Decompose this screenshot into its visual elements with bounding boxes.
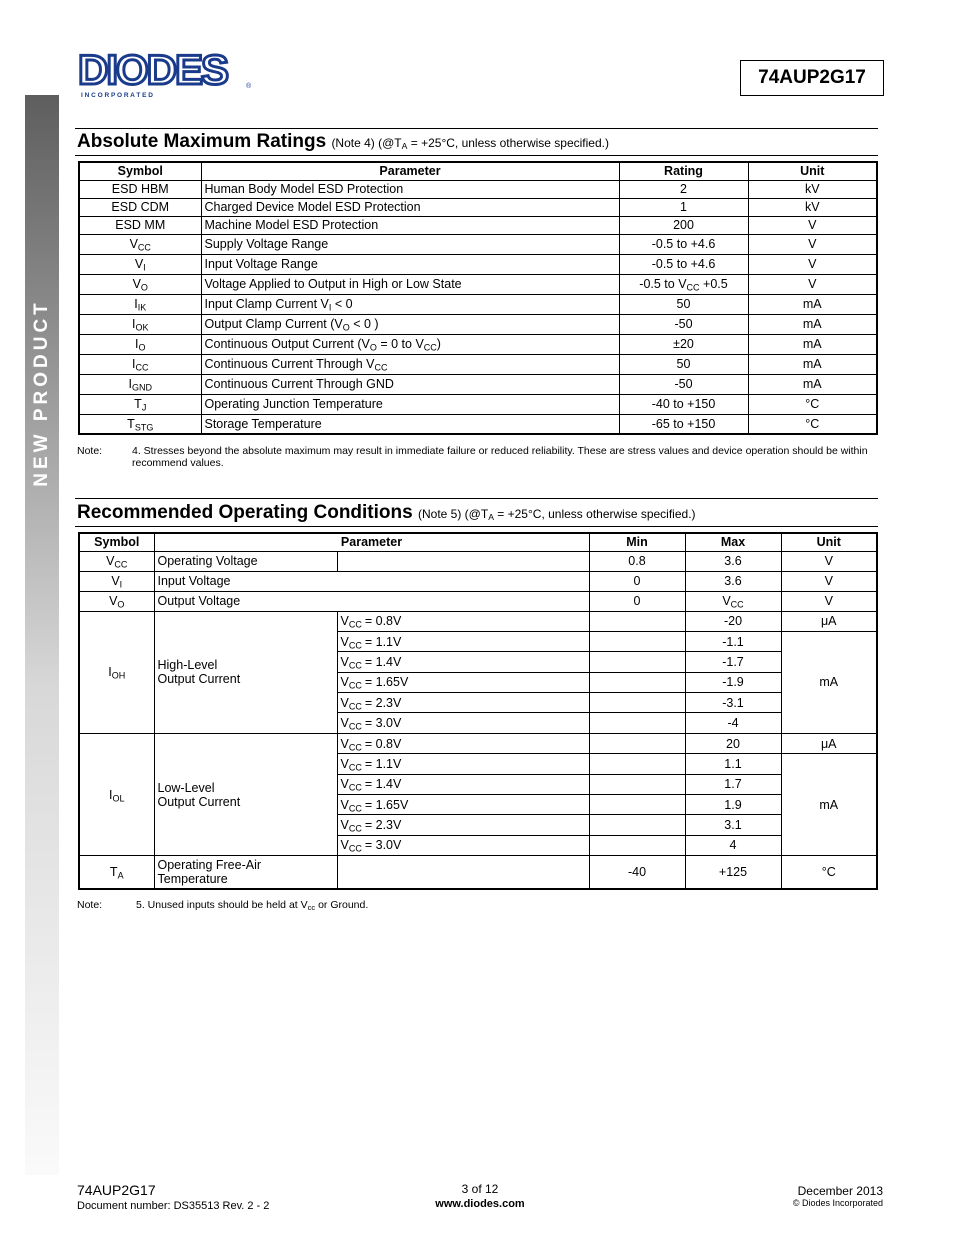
roc-condition: $V_{CC} = 3.0V$	[337, 713, 589, 733]
amr-rating: 50	[619, 294, 748, 314]
amr-row	[79, 180, 877, 198]
roc-max: -3.1	[685, 693, 781, 713]
amr-symbol: $I_{GND}$	[79, 374, 201, 394]
roc-ioh-symbol: $I_{OH}$	[79, 611, 154, 733]
amr-row	[79, 198, 877, 216]
amr-unit: mA	[748, 294, 877, 314]
amr-symbol: $V_{CC}$	[79, 234, 201, 254]
roc-header-row	[79, 533, 877, 551]
roc-subtitle: (Note 5) ($@T_A = +25^\circ C$, unless otherwise specified.)	[417, 507, 696, 523]
amr-rating: -65 to +150	[619, 414, 748, 434]
roc-ta-symbol: $T_A$	[79, 856, 154, 889]
amr-rating: ±20	[619, 334, 748, 354]
footer-part: 74AUP2G17	[77, 1182, 156, 1198]
amr-parameter: Output Clamp Current ($V_O < 0$ )	[201, 314, 619, 334]
amr-symbol: $I_O$	[79, 334, 201, 354]
footer-date: December 2013	[797, 1184, 883, 1198]
amr-row	[79, 334, 877, 354]
roc-min: 0	[589, 591, 685, 611]
amr-rating: -0.5 to $V_{CC} +0.5$	[619, 274, 748, 294]
roc-header-max: Max	[685, 533, 781, 551]
roc-min	[589, 795, 685, 815]
roc-condition: $V_{CC} = 2.3V$	[337, 815, 589, 835]
roc-symbol: $V_O$	[79, 591, 154, 611]
roc-max: 1.7	[685, 774, 781, 794]
roc-min: 0	[589, 571, 685, 591]
amr-symbol: $V_I$	[79, 254, 201, 274]
roc-unit: V	[781, 591, 877, 611]
divider-roc-top	[75, 498, 878, 499]
amr-symbol: $I_{IK}$	[79, 294, 201, 314]
amr-symbol: $T_J$	[79, 394, 201, 414]
amr-unit: V	[748, 216, 877, 234]
amr-row	[79, 414, 877, 434]
amr-note	[77, 445, 877, 469]
roc-header-symbol: Symbol	[79, 533, 154, 551]
roc-row	[79, 551, 877, 571]
roc-condition: $V_{CC} = 1.65V$	[337, 795, 589, 815]
roc-max: 3.6	[685, 571, 781, 591]
sidebar-band	[25, 95, 59, 1175]
roc-max: 20	[685, 733, 781, 753]
roc-min	[589, 835, 685, 855]
amr-rating: -0.5 to +4.6	[619, 254, 748, 274]
roc-header-unit: Unit	[781, 533, 877, 551]
amr-symbol: ESD MM	[79, 216, 201, 234]
amr-rating: 1	[619, 198, 748, 216]
amr-symbol: $I_{OK}$	[79, 314, 201, 334]
logo-reg: ®	[246, 83, 252, 90]
amr-row	[79, 216, 877, 234]
amr-symbol: $I_{CC}$	[79, 354, 201, 374]
footer-docnum: Document number: DS35513 Rev. 2 - 2	[77, 1200, 270, 1212]
roc-empty-cell	[337, 856, 589, 889]
roc-min	[589, 611, 685, 631]
roc-table	[78, 532, 878, 890]
roc-note	[77, 899, 877, 911]
logo-main: DIODES	[78, 50, 228, 93]
roc-parameter: Output Voltage	[154, 591, 589, 611]
amr-rating: 200	[619, 216, 748, 234]
amr-unit: V	[748, 234, 877, 254]
amr-symbol: $V_O$	[79, 274, 201, 294]
roc-condition: $V_{CC} = 0.8V$	[337, 611, 589, 631]
roc-ta-parameter: Operating Free-Air Temperature	[154, 856, 337, 889]
amr-header-unit: Unit	[748, 162, 877, 180]
roc-unit: mA	[781, 631, 877, 733]
roc-max: 1.1	[685, 754, 781, 774]
amr-symbol: ESD HBM	[79, 180, 201, 198]
roc-unit: °C	[781, 856, 877, 889]
amr-note-text: 4. Stresses beyond the absolute maximum may result in immediate failure or reduced reliability. These are stress values and device operation should be within recommend values.	[132, 445, 868, 469]
roc-min: 0.8	[589, 551, 685, 571]
roc-condition: $V_{CC} = 0.8V$	[337, 733, 589, 753]
roc-iol-parameter: Low-Level Output Current	[154, 733, 337, 855]
roc-symbol: $V_{CC}$	[79, 551, 154, 571]
roc-max: +125	[685, 856, 781, 889]
amr-header-rating: Rating	[619, 162, 748, 180]
amr-symbol: $T_{STG}$	[79, 414, 201, 434]
amr-row	[79, 314, 877, 334]
divider-roc	[75, 526, 878, 527]
roc-max: -1.9	[685, 672, 781, 692]
roc-max: -1.1	[685, 631, 781, 651]
roc-min	[589, 672, 685, 692]
amr-header-parameter: Parameter	[201, 162, 619, 180]
amr-unit: kV	[748, 180, 877, 198]
amr-unit: mA	[748, 334, 877, 354]
roc-unit: V	[781, 551, 877, 571]
roc-max: 3.1	[685, 815, 781, 835]
amr-title	[77, 131, 609, 153]
roc-min	[589, 754, 685, 774]
amr-rating: -40 to +150	[619, 394, 748, 414]
amr-header-row	[79, 162, 877, 180]
amr-unit: °C	[748, 394, 877, 414]
roc-condition: $V_{CC} = 3.0V$	[337, 835, 589, 855]
amr-row	[79, 294, 877, 314]
roc-min	[589, 652, 685, 672]
sidebar-label: NEW PRODUCT	[31, 299, 52, 487]
amr-rating: -50	[619, 374, 748, 394]
amr-row	[79, 274, 877, 294]
amr-header-symbol: Symbol	[79, 162, 201, 180]
amr-unit: V	[748, 274, 877, 294]
amr-rating: 50	[619, 354, 748, 374]
amr-row	[79, 394, 877, 414]
roc-ioh-row	[79, 611, 877, 631]
roc-header-min: Min	[589, 533, 685, 551]
roc-unit: μA	[781, 733, 877, 753]
amr-parameter: Continuous Current Through $V_{CC}$	[201, 354, 619, 374]
roc-iol-row	[79, 733, 877, 753]
amr-row	[79, 254, 877, 274]
roc-max: 3.6	[685, 551, 781, 571]
roc-min	[589, 631, 685, 651]
roc-condition: $V_{CC} = 1.1V$	[337, 631, 589, 651]
amr-parameter: Input Voltage Range	[201, 254, 619, 274]
roc-condition: $V_{CC} = 1.65V$	[337, 672, 589, 692]
roc-row	[79, 591, 877, 611]
roc-min	[589, 693, 685, 713]
amr-parameter: Operating Junction Temperature	[201, 394, 619, 414]
roc-max: -1.7	[685, 652, 781, 672]
amr-rating: -50	[619, 314, 748, 334]
amr-parameter: Supply Voltage Range	[201, 234, 619, 254]
roc-parameter: Input Voltage	[154, 571, 589, 591]
roc-title-text: Recommended Operating Conditions	[77, 502, 413, 523]
roc-header-parameter: Parameter	[154, 533, 589, 551]
amr-rating: 2	[619, 180, 748, 198]
roc-empty-cell	[337, 551, 589, 571]
footer-url[interactable]: www.diodes.com	[435, 1198, 525, 1210]
roc-parameter: Operating Voltage	[154, 551, 337, 571]
amr-parameter: Input Clamp Current $V_I < 0$	[201, 294, 619, 314]
amr-symbol: ESD CDM	[79, 198, 201, 216]
amr-parameter: Continuous Output Current ($V_O = 0$ to $V_{CC}$)	[201, 334, 619, 354]
roc-title	[77, 502, 696, 524]
roc-max: 4	[685, 835, 781, 855]
amr-row	[79, 374, 877, 394]
roc-symbol: $V_I$	[79, 571, 154, 591]
part-number-box: 74AUP2G17	[740, 60, 884, 96]
amr-unit: mA	[748, 354, 877, 374]
roc-unit: μA	[781, 611, 877, 631]
amr-parameter: Charged Device Model ESD Protection	[201, 198, 619, 216]
roc-max: -4	[685, 713, 781, 733]
amr-parameter: Continuous Current Through GND	[201, 374, 619, 394]
amr-title-text: Absolute Maximum Ratings	[77, 131, 327, 152]
amr-table	[78, 161, 878, 435]
roc-ta-row	[79, 856, 877, 889]
amr-note-label: Note:	[77, 445, 103, 457]
amr-subtitle: (Note 4) ($@T_A = +25^\circ C$, unless otherwise specified.)	[331, 136, 609, 152]
diodes-logo	[78, 50, 253, 98]
roc-min	[589, 774, 685, 794]
roc-condition: $V_{CC} = 2.3V$	[337, 693, 589, 713]
logo-sub: I N C O R P O R A T E D	[81, 92, 153, 98]
amr-parameter: Machine Model ESD Protection	[201, 216, 619, 234]
amr-parameter: Human Body Model ESD Protection	[201, 180, 619, 198]
roc-condition: $V_{CC} = 1.4V$	[337, 652, 589, 672]
amr-unit: mA	[748, 374, 877, 394]
roc-iol-symbol: $I_{OL}$	[79, 733, 154, 855]
roc-condition: $V_{CC} = 1.4V$	[337, 774, 589, 794]
roc-ioh-parameter: High-Level Output Current	[154, 611, 337, 733]
amr-parameter: Voltage Applied to Output in High or Low State	[201, 274, 619, 294]
roc-max: 1.9	[685, 795, 781, 815]
roc-min: -40	[589, 856, 685, 889]
roc-min	[589, 733, 685, 753]
roc-unit: mA	[781, 754, 877, 856]
roc-min	[589, 815, 685, 835]
roc-condition: $V_{CC} = 1.1V$	[337, 754, 589, 774]
amr-unit: mA	[748, 314, 877, 334]
roc-max: -20	[685, 611, 781, 631]
roc-unit: V	[781, 571, 877, 591]
footer-copyright: © Diodes Incorporated	[792, 1198, 883, 1208]
amr-rating: -0.5 to +4.6	[619, 234, 748, 254]
amr-row	[79, 234, 877, 254]
amr-unit: kV	[748, 198, 877, 216]
divider-top	[75, 128, 878, 129]
divider-amr	[75, 155, 878, 156]
roc-note-text: 5. Unused inputs should be held at $V_{cc}$ or Ground.	[136, 899, 369, 912]
roc-max: $V_{CC}$	[685, 591, 781, 611]
amr-row	[79, 354, 877, 374]
amr-parameter: Storage Temperature	[201, 414, 619, 434]
footer-page: 3 of 12	[461, 1182, 499, 1196]
amr-unit: °C	[748, 414, 877, 434]
roc-note-label: Note:	[77, 899, 103, 911]
roc-row	[79, 571, 877, 591]
roc-min	[589, 713, 685, 733]
amr-unit: V	[748, 254, 877, 274]
